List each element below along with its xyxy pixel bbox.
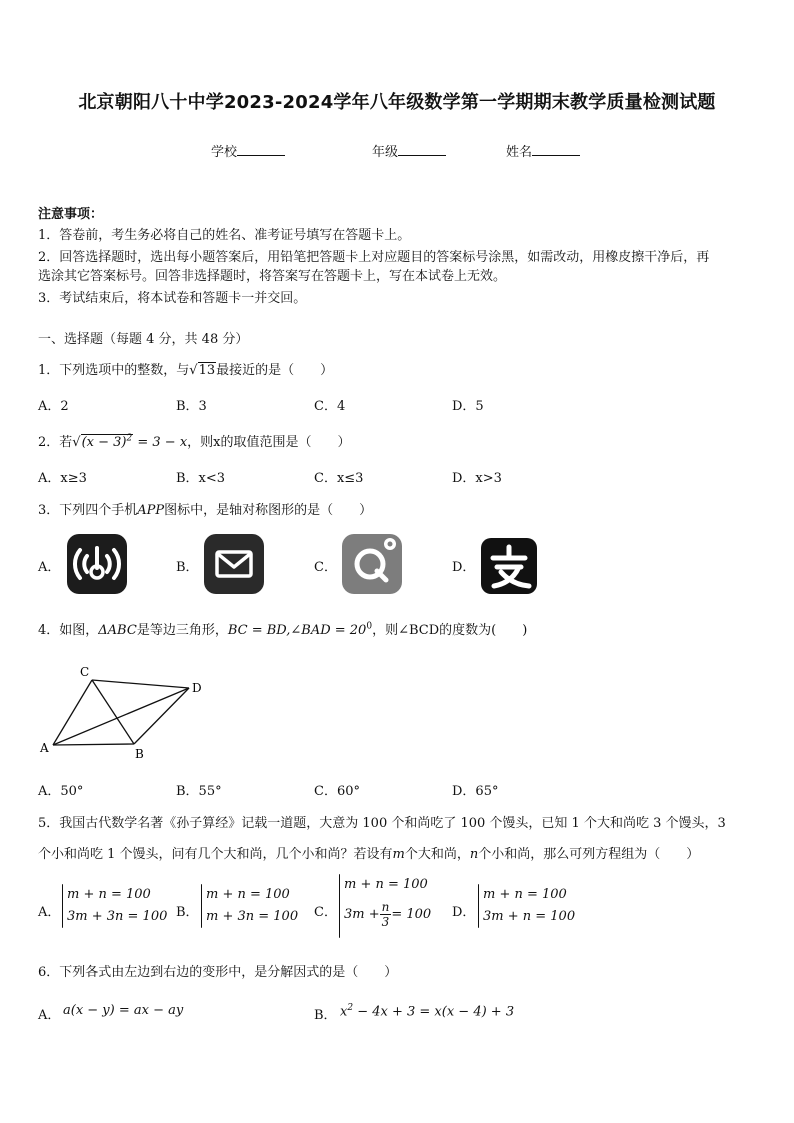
q5-system-d (478, 884, 575, 928)
q3-label-a: A． (38, 560, 61, 575)
alipay-icon (481, 538, 537, 594)
point-c-label: C (80, 665, 90, 679)
q2-option-c: C．x≤3 (314, 471, 364, 486)
q5-label-c: C． (314, 905, 337, 920)
fraction-numerator: n (381, 900, 390, 914)
q4-tri: ΔABC (98, 623, 137, 638)
q6-b-rest: − 4x + 3 = x(x − 4) + 3 (353, 1004, 515, 1020)
q3-post: 图标中，是轴对称图形的是（ ） (164, 503, 373, 518)
q5-n: n (469, 847, 479, 862)
q4-option-b: B．55° (176, 784, 222, 799)
wifi-signal-icon (67, 534, 127, 594)
q2-eq: = 3 − x (137, 435, 188, 450)
q5-system-b (201, 884, 298, 928)
brace (201, 884, 202, 928)
triangle-figure (36, 660, 216, 760)
edge-bd (134, 688, 189, 744)
q2-inner: (x − 3) (81, 435, 127, 450)
q3-label-c: C． (314, 560, 337, 575)
question-6: 6．下列各式由左边到右边的变形中，是分解因式的是（ ） (38, 965, 398, 980)
question-1 (38, 359, 333, 378)
edge-cb (92, 680, 134, 744)
q5-system-c (339, 874, 431, 938)
q5-d-eq1: m + n = 100 (483, 887, 567, 902)
q5-label-d: D． (452, 905, 476, 920)
q2-option-b: B．x<3 (176, 471, 226, 486)
q5-b-eq2: m + 3n = 100 (206, 909, 299, 924)
brace (339, 874, 340, 938)
sqrt-symbol: √ (72, 435, 81, 450)
q5-c-eq2-rhs: = 100 (391, 906, 432, 922)
notice-item-2: 2．回答选择题时，选出每小题答案后，用铅笔把答题卡上对应题目的答案标号涂黑，如需改动，用橡皮擦干净后，再 (38, 250, 710, 265)
notice-item-3: 3．考试结束后，将本试卷和答题卡一并交回。 (38, 291, 307, 306)
q4-option-a: A．50° (38, 784, 84, 799)
q5-label-a: A． (38, 905, 61, 920)
point-a-label: A (40, 741, 49, 755)
school-field (211, 141, 285, 160)
edge-cd (92, 680, 189, 688)
q2-exp: 2 (126, 433, 133, 444)
q3-label-d: D． (452, 560, 476, 575)
q1-radicand: 13 (198, 363, 216, 378)
question-4 (38, 619, 527, 638)
grade-blank (398, 143, 446, 156)
q6-label-b: B． (314, 1008, 337, 1023)
grade-field (372, 141, 446, 160)
q4-cond: BC = BD,∠BAD = 20 (227, 623, 367, 638)
q4-option-c: C．60° (314, 784, 360, 799)
edge-ad (53, 688, 189, 745)
q5-a-eq1: m + n = 100 (67, 887, 151, 902)
notice-item-1: 1．答卷前，考生务必将自己的姓名、准考证号填写在答题卡上。 (38, 228, 411, 243)
q5-a-eq2: 3m + 3n = 100 (67, 909, 168, 924)
brace (478, 884, 479, 928)
q5-label-b: B． (176, 905, 199, 920)
q5-line2a: 个小和尚吃 1 个馒头，问有几个大和尚，几个小和尚？若设有 (38, 847, 393, 862)
edge-ab (53, 744, 134, 745)
q5-b-eq1: m + n = 100 (206, 887, 290, 902)
q6-option-a: a(x − y) = ax − ay (63, 1003, 184, 1018)
question-2 (38, 431, 351, 450)
brace (62, 884, 63, 928)
school-blank (237, 143, 285, 156)
q1-pre: 1．下列选项中的整数，与 (38, 363, 190, 378)
q5-line2b: 个大和尚， (404, 847, 470, 862)
q6-b-exp: 2 (347, 1003, 354, 1013)
name-blank (532, 143, 580, 156)
q2-post: ，则x的取值范围是（ ） (187, 435, 351, 450)
q4-mid: 是等边三角形， (136, 623, 228, 638)
q3-app: APP (137, 503, 165, 518)
q6-option-b (340, 1003, 514, 1019)
fraction-denominator: 3 (381, 915, 390, 929)
edge-ac (53, 680, 92, 745)
notice-item-2-cont: 选涂其它答案标号。回答非选择题时，将答案写在答题卡上，写在本试卷上无效。 (38, 269, 507, 284)
q1-option-b: B．3 (176, 399, 207, 414)
q5-c-eq2 (344, 900, 431, 929)
q4-pre: 4．如图， (38, 623, 99, 638)
name-label: 姓名 (506, 145, 533, 160)
point-b-label: B (135, 747, 144, 760)
q4-post: ，则∠BCD的度数为( ) (372, 623, 528, 638)
q5-m: m (392, 847, 405, 862)
grade-label: 年级 (372, 145, 399, 160)
q5-line2c: 个小和尚，那么可列方程组为（ ） (478, 847, 700, 862)
q1-option-a: A．2 (38, 399, 69, 414)
q1-post: 最接近的是（ ） (216, 363, 334, 378)
q1-option-d: D．5 (452, 399, 484, 414)
sqrt-symbol: √ (189, 363, 198, 378)
question-5-line-1: 5．我国古代数学名著《孙子算经》记载一道题，大意为 100 个和尚吃了 100 个馒头，已知 1 个大和尚吃 3 个馒头，3 (38, 816, 726, 831)
mail-icon (204, 534, 264, 594)
question-5-line-2 (38, 843, 699, 862)
point-d-label: D (192, 681, 202, 695)
notice-heading: 注意事项： (38, 207, 104, 222)
q3-pre: 3．下列四个手机 (38, 503, 138, 518)
q5-c-eq1: m + n = 100 (344, 877, 428, 892)
q6-b-base: x (340, 1004, 348, 1020)
fraction (380, 900, 392, 929)
question-3 (38, 499, 372, 518)
q2-pre: 2．若 (38, 435, 73, 450)
q5-system-a (62, 884, 167, 928)
name-field (506, 141, 580, 160)
school-label: 学校 (211, 145, 238, 160)
q-search-icon (342, 534, 402, 594)
q5-c-eq2-lhs: 3m + (344, 906, 380, 922)
q2-option-a: A．x≥3 (38, 471, 87, 486)
q1-option-c: C．4 (314, 399, 346, 414)
page-title: 北京朝阳八十中学2023-2024学年八年级数学第一学期期末教学质量检测试题 (78, 92, 716, 113)
q2-radicand (81, 434, 134, 450)
q2-option-d: D．x>3 (452, 471, 502, 486)
q4-deg: 0 (366, 621, 373, 632)
q3-label-b: B． (176, 560, 199, 575)
section-heading: 一、选择题（每题 4 分，共 48 分） (38, 332, 249, 347)
q6-label-a: A． (38, 1008, 61, 1023)
q4-option-d: D．65° (452, 784, 499, 799)
q5-d-eq2: 3m + n = 100 (483, 909, 576, 924)
